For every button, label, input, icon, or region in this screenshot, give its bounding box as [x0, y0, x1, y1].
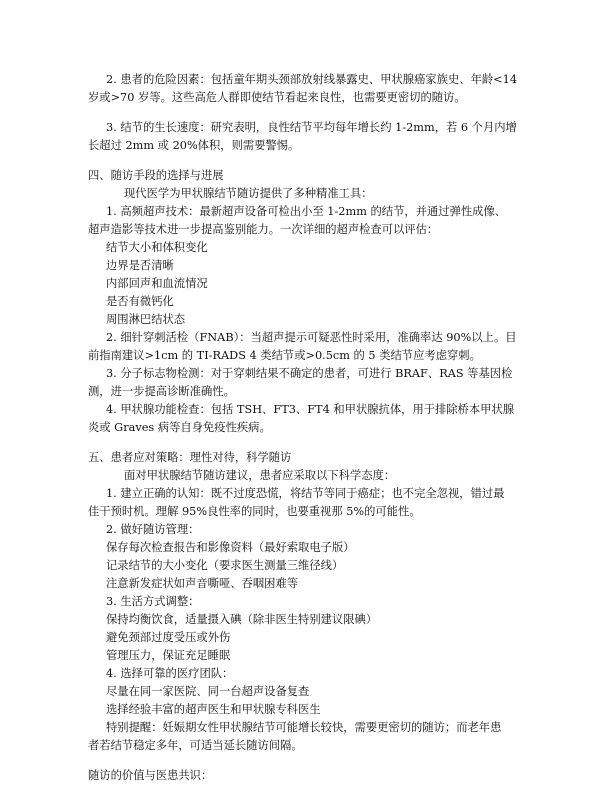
list-item: 避免颈部过度受压或外伤 — [106, 631, 231, 644]
list-item: 选择经验丰富的超声医生和甲状腺专科医生 — [106, 703, 321, 716]
list-item: 保持均衡饮食，适量摄入碘（除非医生特别建议限碘） — [106, 613, 378, 626]
list-item: 是否有微钙化 — [106, 295, 174, 308]
text-line: 炎或 Graves 病等自身免疫性疾病。 — [88, 421, 271, 434]
text-line: 面对甲状腺结节随访建议，患者应采取以下科学态度： — [124, 469, 396, 482]
text-line: 1. 建立正确的认知：既不过度恐慌，将结节等同于癌症；也不完全忽视，错过最 — [106, 487, 505, 500]
list-item: 边界是否清晰 — [106, 259, 174, 272]
text-line: 3. 分子标志物检测：对于穿刺结果不确定的患者，可进行 BRAF、RAS 等基因检 — [106, 367, 513, 380]
list-item: 结节大小和体积变化 — [106, 241, 208, 254]
text-line: 4. 选择可靠的医疗团队： — [106, 667, 234, 680]
text-line: 1. 高频超声技术：最新超声设备可检出小至 1-2mm 的结节，并通过弹性成像、 — [106, 205, 507, 218]
text-line: 2. 患者的危险因素：包括童年期头颈部放射线暴露史、甲状腺癌家族史、年龄<14 — [106, 73, 518, 86]
section-heading: 四、随访手段的选择与进展 — [88, 169, 224, 182]
text-line: 2. 细针穿刺活检（FNAB）：当超声提示可疑恶性时采用，准确率达 90%以上。目 — [106, 331, 517, 344]
list-item: 保存每次检查报告和影像资料（最好索取电子版） — [106, 541, 355, 554]
list-item: 周围淋巴结状态 — [106, 313, 186, 326]
text-line: 3. 生活方式调整： — [106, 595, 200, 608]
text-line: 2. 做好随访管理： — [106, 523, 200, 536]
text-line: 3. 结节的生长速度：研究表明，良性结节平均每年增长约 1-2mm，若 6 个月内增 — [106, 121, 517, 134]
list-item: 尽量在同一家医院、同一台超声设备复查 — [106, 685, 310, 698]
text-line: 者若结节稳定多年，可适当延长随访间隔。 — [88, 739, 303, 752]
text-line: 超声造影等技术进一步提高鉴别能力。一次详细的超声检查可以评估： — [88, 223, 439, 236]
list-item: 注意新发症状如声音嘶哑、吞咽困难等 — [106, 577, 299, 590]
text-line: 佳干预时机。理解 95%良性率的同时，也要重视那 5%的可能性。 — [88, 505, 421, 518]
text-line: 现代医学为甲状腺结节随访提供了多种精准工具： — [124, 187, 373, 200]
list-item: 内部回声和血流情况 — [106, 277, 208, 290]
text-line: 长超过 2mm 或 20%体积，则需要警惕。 — [88, 139, 300, 152]
section-heading: 随访的价值与医患共识： — [88, 769, 213, 782]
list-item: 记录结节的大小变化（要求医生测量三维径线） — [106, 559, 344, 572]
text-line: 岁或>70 岁等。这些高危人群即使结节看起来良性，也需要更密切的随访。 — [88, 91, 466, 104]
text-line: 测，进一步提高诊断准确性。 — [88, 385, 235, 398]
text-line: 特别提醒：妊娠期女性甲状腺结节可能增长较快，需要更密切的随访；而老年患 — [106, 721, 502, 734]
text-line: 4. 甲状腺功能检查：包括 TSH、FT3、FT4 和甲状腺抗体，用于排除桥本甲状腺 — [106, 403, 515, 416]
list-item: 管理压力，保证充足睡眠 — [106, 649, 231, 662]
section-heading: 五、患者应对策略：理性对待，科学随访 — [88, 451, 292, 464]
text-line: 前指南建议>1cm 的 TI-RADS 4 类结节或>0.5cm 的 5 类结节应考虑穿刺。 — [88, 349, 481, 362]
